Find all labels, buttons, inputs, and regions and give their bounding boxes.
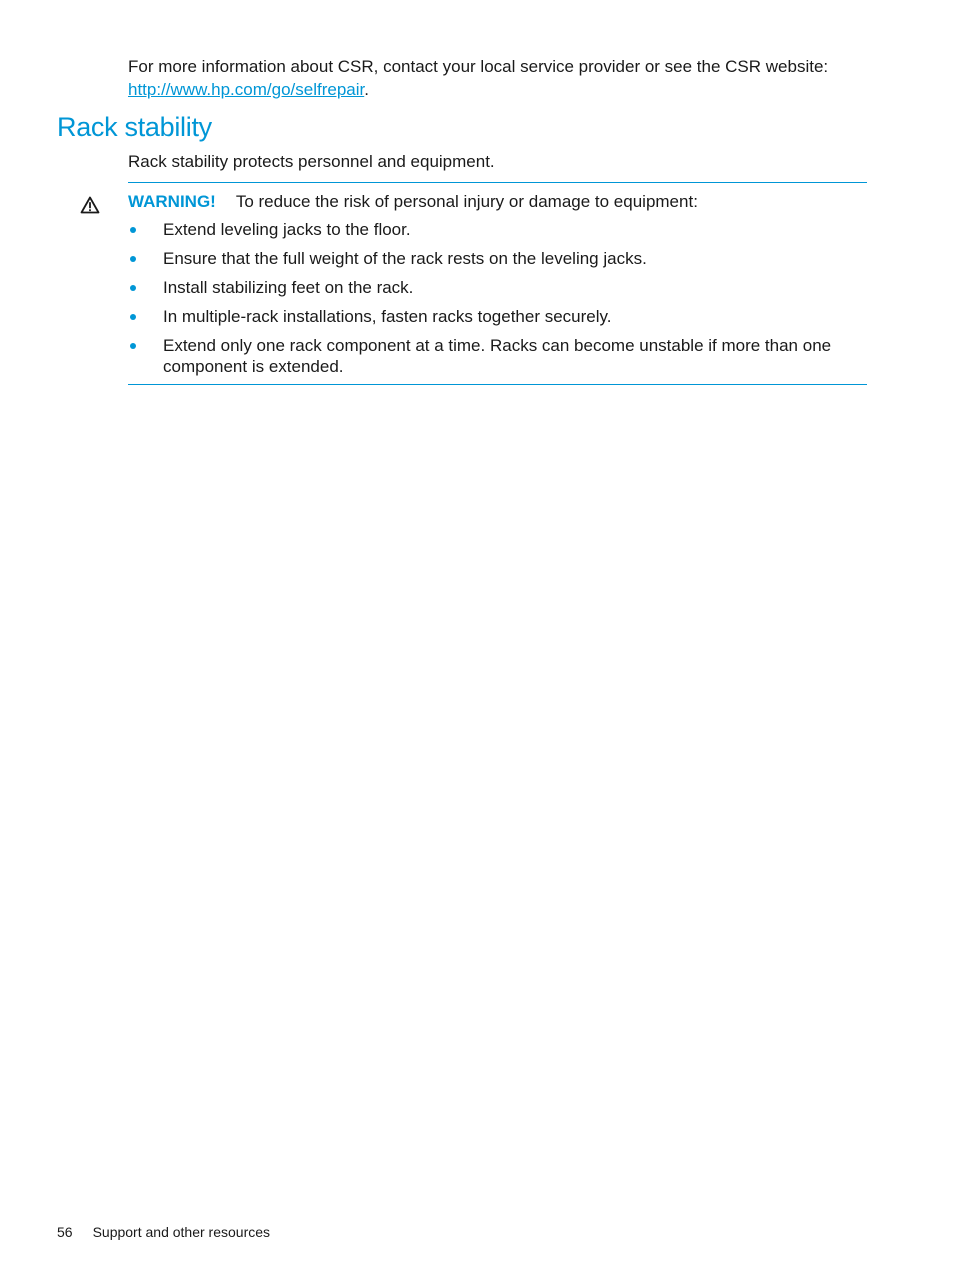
bullet-icon [130, 314, 136, 320]
selfrepair-link[interactable]: http://www.hp.com/go/selfrepair [128, 80, 365, 99]
list-item: Install stabilizing feet on the rack. [128, 277, 848, 298]
intro-link-suffix: . [364, 80, 369, 99]
bullet-icon [130, 256, 136, 262]
list-item: Extend leveling jacks to the floor. [128, 219, 848, 240]
section-title: Rack stability [57, 112, 212, 142]
page-footer [57, 1222, 270, 1242]
section-lead: Rack stability protects personnel and equipment. [128, 152, 495, 171]
page-number: 56 [57, 1224, 73, 1240]
bullet-icon [130, 343, 136, 349]
footer-section-name: Support and other resources [92, 1224, 271, 1240]
warning-bottom-rule [128, 384, 867, 385]
list-item: In multiple-rack installations, fasten racks together securely. [128, 306, 848, 327]
bullet-icon [130, 285, 136, 291]
warning-line [128, 190, 698, 213]
intro-text: For more information about CSR, contact your local service provider or see the CSR website: [128, 57, 829, 76]
bullet-icon [130, 227, 136, 233]
warning-top-rule [128, 182, 867, 183]
warning-text: To reduce the risk of personal injury or damage to equipment: [235, 192, 698, 211]
warning-list [128, 219, 848, 385]
list-item: Extend only one rack component at a time. Racks can become unstable if more than one component is extended. [128, 335, 848, 377]
intro-paragraph [128, 55, 868, 101]
warning-triangle-icon [80, 196, 100, 214]
warning-label: WARNING! [128, 192, 216, 211]
list-item: Ensure that the full weight of the rack rests on the leveling jacks. [128, 248, 848, 269]
